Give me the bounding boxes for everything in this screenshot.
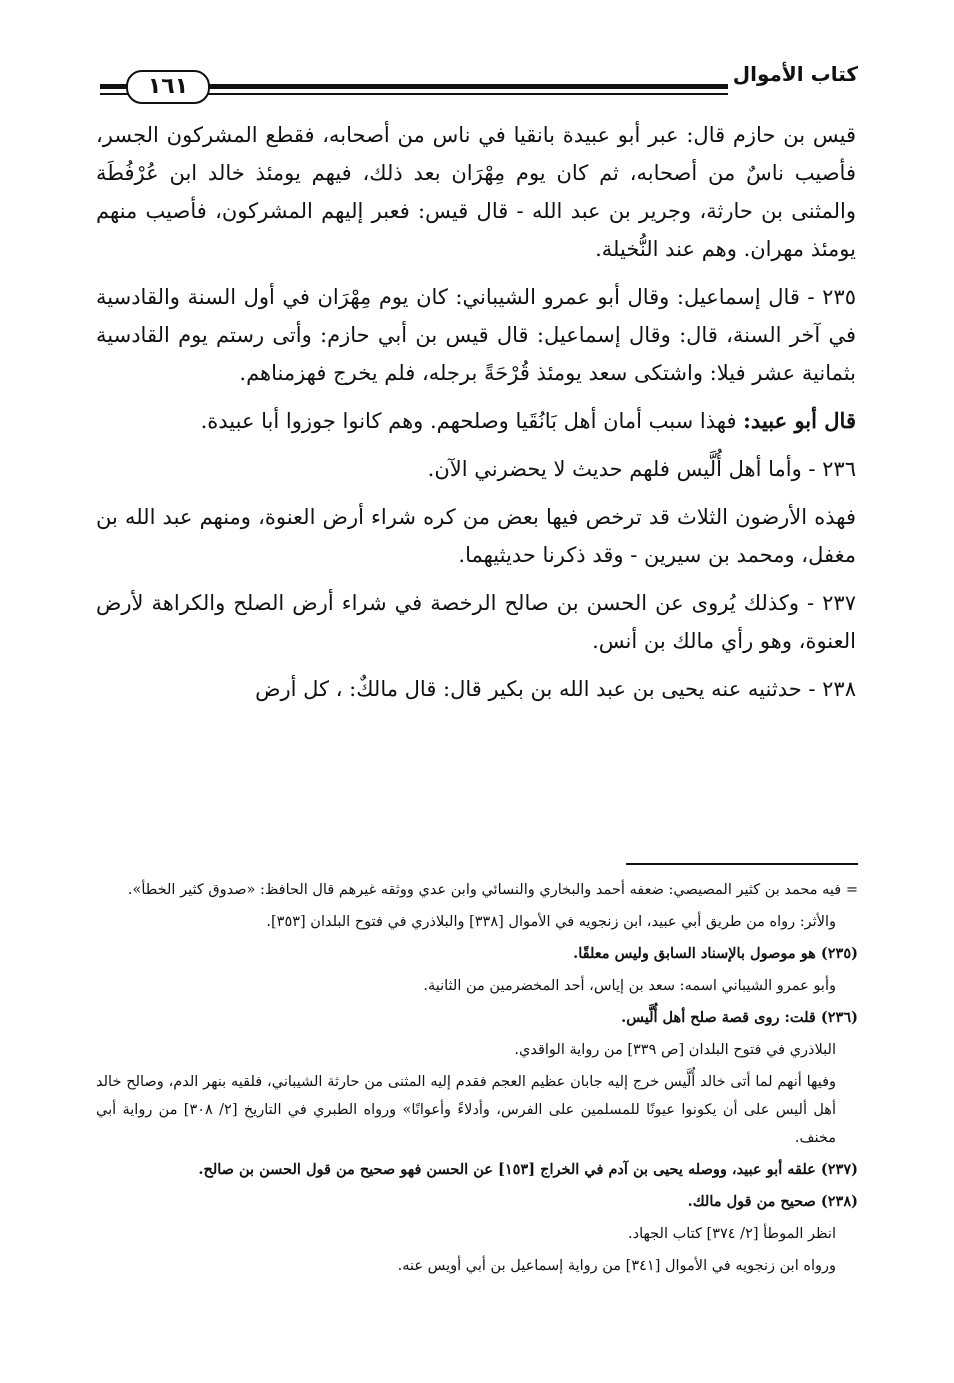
paragraph-237: ٢٣٧ - وكذلك يُروى عن الحسن بن صالح الرخصة في شراء أرض الصلح والكراهة لأرض العنوة، وهو رأي مالك بن أنس.: [96, 591, 856, 653]
running-title: كتاب الأموال: [732, 62, 858, 86]
footnote: انظر الموطأ [٢/ ٣٧٤] كتاب الجهاد.: [628, 1226, 836, 1242]
footnote: وفيها أنهم لما أتى خالد أُلَّيس خرج إليه جابان عظيم العجم فقدم إليه المثنى من حارثة الشيباني، فلقيه بنهر الدم، وصالح خالد أهل أليس على أن يكونوا عيونًا للمسلمين على الفرس، وأدلاءً وأعوانًا» ورواه الطبري في التاريخ [٢/ ٣٠٨] من رواية أبي مخنف.: [96, 1074, 836, 1146]
paragraph: قيس بن حازم قال: عبر أبو عبيدة بانقيا في ناس من أصحابه، فقطع المشركون الجسر، فأصيب ناسٌ من أصحابه، ثم كان يوم مِهْرَان بعد ذلك، فيهم يومئذ خالد ابن عُرْفُطَة والمثنى بن حارثة، وجرير بن عبد الله - قال قيس: فعبر إليهم المشركون، فأصيب منهم يومئذ مهران. وهم عند النُّخيلة.: [96, 123, 856, 261]
footnotes: [96, 876, 858, 1284]
footnote: البلاذري في فتوح البلدان [ص ٣٣٩] من رواية الواقدي.: [514, 1042, 836, 1058]
page-header: [100, 62, 858, 102]
paragraph-text: فهذا سبب أمان أهل بَانُقَيا وصلحهم. وهم كانوا جوزوا أبا عبيدة.: [200, 409, 737, 433]
paragraph-236: ٢٣٦ - وأما أهل أُلَّيس فلهم حديث لا يحضرني الآن.: [427, 457, 856, 481]
footnote: = فيه محمد بن كثير المصيصي: ضعفه أحمد والبخاري والنسائي وابن عدي ووثقه غيرهم قال الحافظ: «صدوق كثير الخطأ».: [127, 882, 858, 898]
footnote-238: (٢٣٨) صحيح من قول مالك.: [687, 1193, 858, 1210]
paragraph-235: ٢٣٥ - قال إسماعيل: وقال أبو عمرو الشيباني: كان يوم مِهْرَان في أول السنة والقادسية في آخر السنة، قال: وقال إسماعيل: قال قيس بن أبي حازم: وأتى رستم يوم القادسية بثمانية عشر فيلا: واشتكى سعد يومئذ قُرْحَةً برجله، فلم يخرج فهزمناهم.: [96, 285, 856, 385]
paragraph-238: ٢٣٨ - حدثنيه عنه يحيى بن عبد الله بن بكير قال: قال مالكٌ: ، كل أرض: [255, 677, 856, 701]
footnote-235: (٢٣٥) هو موصول بالإسناد السابق وليس معلقًا.: [573, 945, 858, 962]
paragraph: فهذه الأرضون الثلاث قد ترخص فيها بعض من كره شراء أرض العنوة، ومنهم عبد الله بن مغفل، ومحمد بن سيرين - وقد ذكرنا حديثيهما.: [96, 505, 856, 567]
page-number: ١٦١: [126, 70, 210, 104]
footnote: ورواه ابن زنجويه في الأموال [٣٤١] من رواية إسماعيل بن أبي أويس عنه.: [397, 1258, 836, 1274]
footnote-separator: [626, 863, 858, 865]
footnote-236: (٢٣٦) قلت: روى قصة صلح أهل أُلَّيس.: [621, 1009, 858, 1026]
footnote: وأبو عمرو الشيباني اسمه: سعد بن إياس، أحد المخضرمين من الثانية.: [423, 978, 836, 994]
footnote-237: (٢٣٧) علقه أبو عبيد، ووصله يحيى بن آدم في الخراج [١٥٣] عن الحسن فهو صحيح من قول الحسن بن صالح.: [198, 1161, 858, 1178]
main-text: [96, 116, 856, 718]
footnote: والأثر: رواه من طريق أبي عبيد، ابن زنجويه في الأموال [٣٣٨] والبلاذري في فتوح البلدان [٣٥٣].: [266, 914, 836, 930]
speaker-label: قال أبو عبيد:: [743, 408, 856, 433]
paragraph-abu-ubaid: [96, 402, 856, 440]
